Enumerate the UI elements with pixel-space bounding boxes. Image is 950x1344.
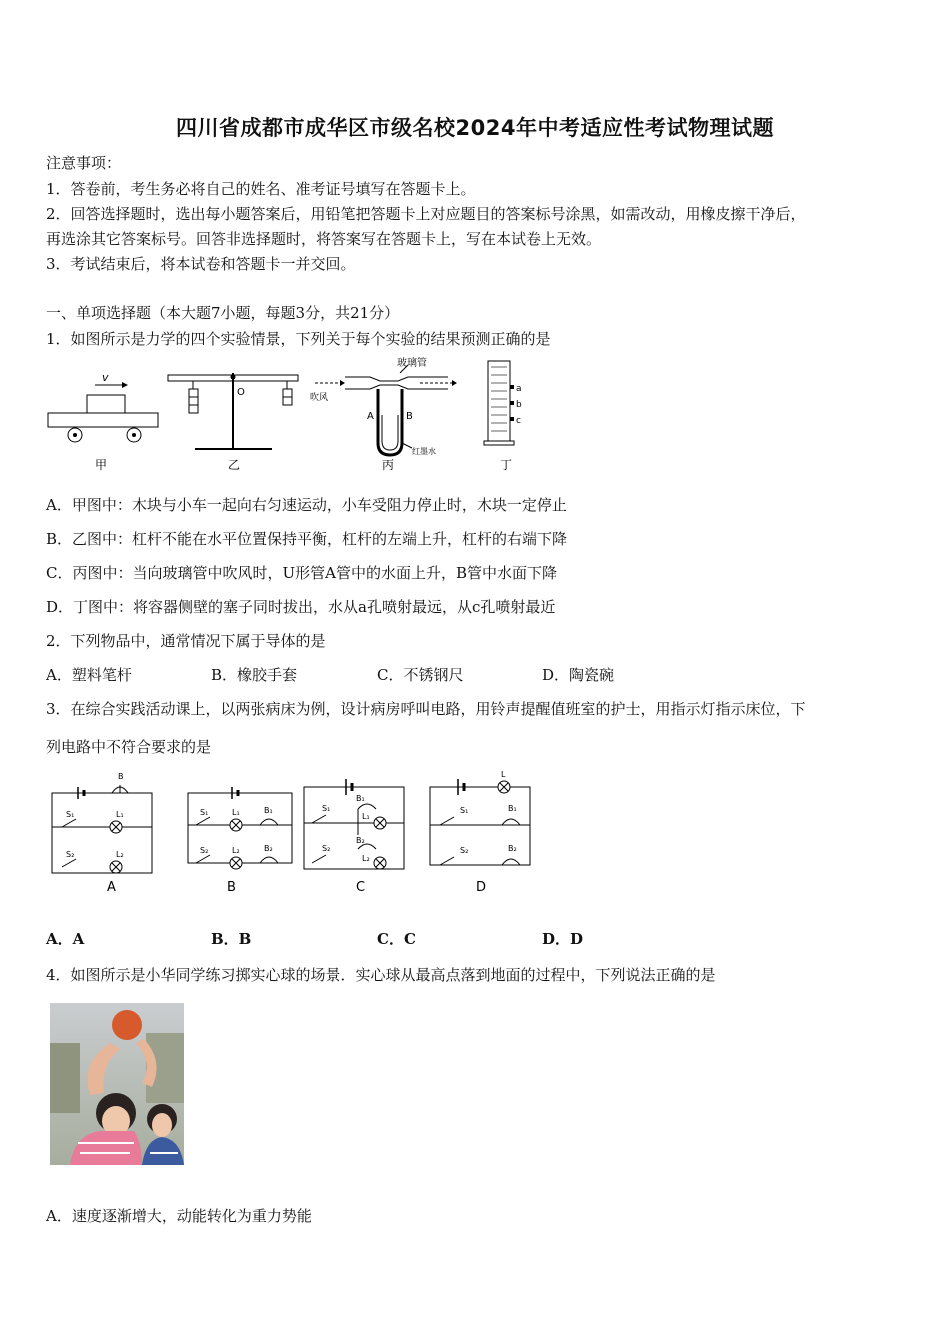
glass-tube-label: 玻璃管: [397, 358, 427, 369]
pivot-label: O: [237, 387, 245, 398]
q2-option-b: B．橡胶手套: [211, 666, 298, 684]
q1-option-b: B．乙图中：杠杆不能在水平位置保持平衡，杠杆的左端上升，杠杆的右端下降: [46, 530, 568, 548]
q2-stem: 2．下列物品中，通常情况下属于导体的是: [46, 632, 326, 650]
circuit-label-c: C: [356, 880, 366, 895]
q4-photo: [50, 1003, 184, 1165]
cd-s1: S₁: [460, 806, 469, 815]
cc-b2: B₂: [356, 836, 365, 845]
q1-stem: 1．如图所示是力学的四个实验情景，下列关于每个实验的结果预测正确的是: [46, 330, 551, 348]
fig-label-bing: 丙: [382, 458, 395, 472]
q1-figure: [40, 355, 540, 477]
q3-option-a: A．A: [46, 930, 85, 948]
q3-stem-line1: 3．在综合实践活动课上，以两张病床为例，设计病房呼叫电路，用铃声提醒值班室的护士，用指示灯指示床位，下: [46, 700, 806, 718]
cc-l2: L₂: [362, 854, 370, 863]
q3-option-d: D．D: [542, 930, 584, 948]
hole-c-label: c: [516, 416, 521, 426]
cb-b2: B₂: [264, 844, 273, 853]
q1-option-c: C．丙图中：当向玻璃管中吹风时，U形管A管中的水面上升，B管中水面下降: [46, 564, 557, 582]
q1-option-d: D．丁图中：将容器侧壁的塞子同时拔出，水从a孔喷射最远，从c孔喷射最近: [46, 598, 556, 616]
page-title: 四川省成都市成华区市级名校2024年中考适应性考试物理试题: [176, 116, 774, 140]
ca-s2: S₂: [66, 850, 75, 859]
q2-option-c: C．不锈钢尺: [377, 666, 464, 684]
ca-l1: L₁: [116, 810, 124, 819]
cb-s1: S₁: [200, 808, 209, 817]
q4-stem: 4．如图所示是小华同学练习掷实心球的场景．实心球从最高点落到地面的过程中，下列说法正确的是: [46, 966, 716, 984]
figure-container: [484, 361, 522, 445]
circuit-c: [304, 779, 404, 869]
circuit-label-a: A: [107, 880, 116, 895]
q3-option-b: B．B: [211, 930, 252, 948]
hole-b-label: b: [516, 400, 522, 410]
cb-l2: L₂: [232, 846, 240, 855]
ball: [112, 1010, 142, 1040]
q3-stem-line2: 列电路中不符合要求的是: [46, 738, 212, 756]
fig-label-ding: 丁: [500, 458, 513, 472]
q2-option-d: D．陶瓷碗: [542, 666, 615, 684]
cb-b1: B₁: [264, 806, 273, 815]
tube-a-label: A: [367, 411, 374, 422]
q1-option-a: A．甲图中：木块与小车一起向右匀速运动，小车受阻力停止时，木块一定停止: [46, 496, 567, 514]
q3-circuits: [40, 765, 550, 900]
cc-b1: B₁: [356, 794, 365, 803]
q3-option-c: C．C: [377, 930, 416, 948]
ca-l2: L₂: [116, 850, 124, 859]
notice-item-3: 3．考试结束后，将本试卷和答题卡一并交回。: [46, 255, 356, 273]
cd-b1: B₁: [508, 804, 517, 813]
cc-s1: S₁: [322, 804, 331, 813]
notice-item-1: 1．答卷前，考生务必将自己的姓名、准考证号填写在答题卡上。: [46, 180, 476, 198]
blow-label: 吹风: [310, 393, 329, 403]
figure-lever: [168, 373, 298, 450]
q2-option-a: A．塑料笔杆: [46, 666, 132, 684]
circuit-a: [52, 785, 152, 873]
cd-lamp: L: [501, 770, 506, 779]
velocity-label: v: [102, 371, 109, 384]
cb-s2: S₂: [200, 846, 209, 855]
figure-cart: [48, 371, 158, 442]
figure-u-tube: [310, 356, 457, 456]
cc-l1: L₁: [362, 812, 370, 821]
ca-bell: B: [118, 772, 124, 781]
cd-s2: S₂: [460, 846, 469, 855]
notice-item-2: 2．回答选择题时，选出每小题答案后，用铅笔把答题卡上对应题目的答案标号涂黑，如需改动，用橡皮擦干净后，: [46, 205, 806, 223]
hole-a-label: a: [516, 384, 522, 394]
cc-s2: S₂: [322, 844, 331, 853]
circuit-label-b: B: [227, 880, 236, 895]
cd-b2: B₂: [508, 844, 517, 853]
ink-label: 红墨水: [412, 447, 436, 456]
fig-label-yi: 乙: [228, 458, 241, 472]
tube-b-label: B: [406, 411, 413, 422]
q4-option-a: A．速度逐渐增大，动能转化为重力势能: [46, 1207, 312, 1225]
circuit-b: [188, 787, 292, 869]
notice-heading: 注意事项：: [46, 154, 122, 172]
notice-item-2-cont: 再选涂其它答案标号。回答非选择题时，将答案写在答题卡上，写在本试卷上无效。: [46, 230, 602, 248]
ca-s1: S₁: [66, 810, 75, 819]
fig-label-jia: 甲: [95, 458, 108, 472]
circuit-label-d: D: [476, 880, 487, 895]
cb-l1: L₁: [232, 808, 240, 817]
section-heading: 一、单项选择题（本大题7小题，每题3分，共21分）: [46, 304, 400, 322]
